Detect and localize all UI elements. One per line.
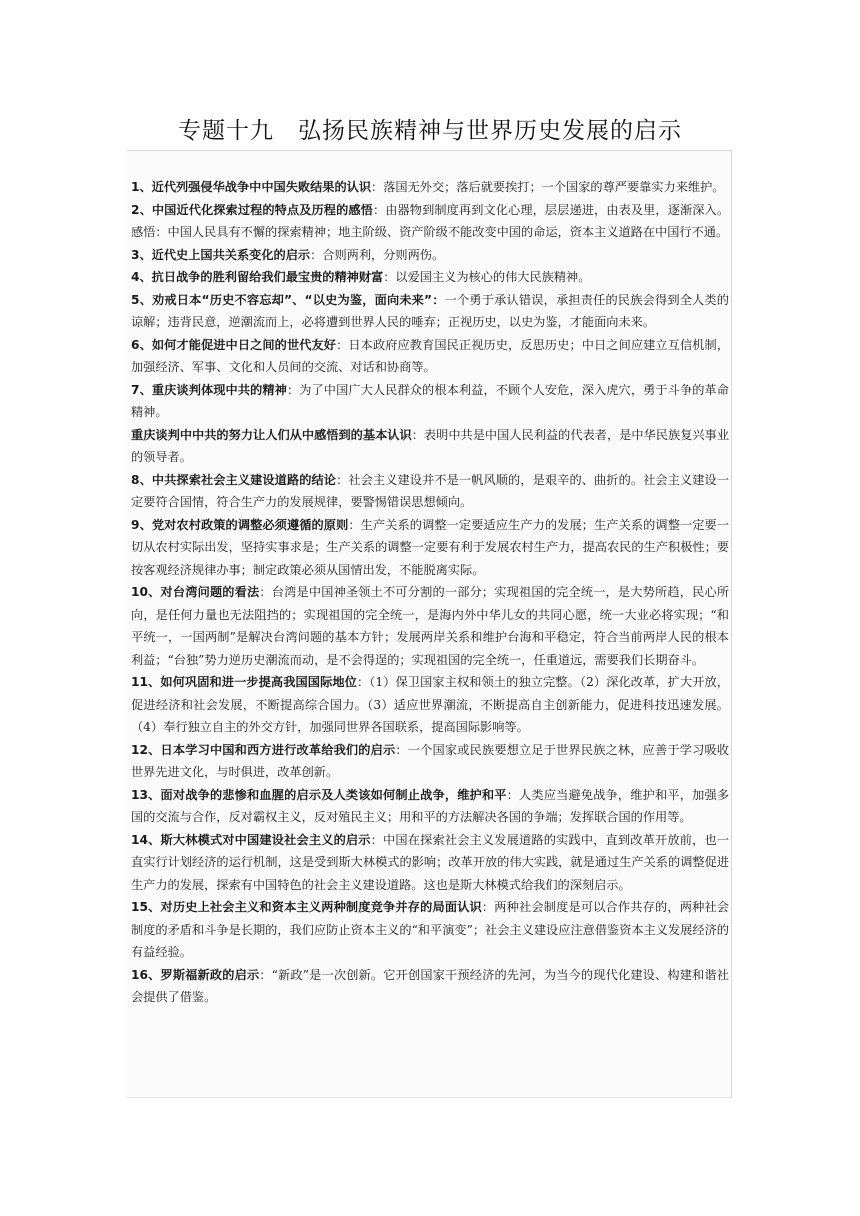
list-item [131, 739, 729, 784]
item-text: ：中国在探索社会主义发展道路的实践中，直到改革开放前，也一直实行计划经济的运行机制，这是受到斯大林模式的影响；改革开放的伟大实践，就是通过生产关系的调整促进生产力的发展，探索有中国特色的社会主义建设道路。这也是斯大林模式给我们的深刻启示。 [131, 832, 730, 892]
item-text: ：以爱国主义为核心的伟大民族精神。 [383, 270, 591, 284]
item-heading: 6、如何才能促进中日之间的世代友好 [131, 337, 337, 352]
item-heading: 11、如何巩固和进一步提高我国国际地位 [131, 675, 357, 689]
content-body [131, 176, 729, 1009]
list-item [131, 581, 729, 671]
item-text: ：落国无外交；落后就要挨打；一个国家的尊严要靠实力来维护。 [371, 180, 725, 194]
item-text: ：人类应当避免战争，维护和平，加强多国的交流与合作，反对霸权主义，反对殖民主义；用和平的方法解决各国的争端；发挥联合国的作用等。 [131, 787, 730, 824]
page-title: 专题十九 弘扬民族精神与世界历史发展的启示 [178, 118, 682, 144]
list-item [131, 514, 729, 582]
item-text: ：台湾是中国神圣领土不可分割的一部分；实现祖国的完全统一，是大势所趋，民心所向，是任何力量也无法阻挡的；实现祖国的完全统一，是海内外中华儿女的共同心愿，统一大业必将实现；“和平统一，一国两制”是解决台湾问题的基本方针；发展两岸关系和维护台海和平稳定，符合当前两岸人民的根本利益；“台独”势力逆历史潮流而动，是不会得逞的；实现祖国的完全统一，任重道远，需要我们长期奋斗。 [131, 585, 730, 667]
item-text: ：表明中共是中国人民利益的代表者，是中华民族复兴事业的领导者。 [131, 427, 730, 464]
item-heading: 12、日本学习中国和西方进行改革给我们的启示 [131, 742, 396, 757]
list-item [131, 379, 729, 424]
list-item [131, 964, 729, 1009]
item-heading: 15、对历史上社会主义和资本主义两种制度竞争并存的局面认识 [131, 900, 482, 914]
item-heading: 9、党对农村政策的调整必须遵循的原则 [131, 517, 349, 532]
item-heading: 5、劝戒日本“历史不容忘却”、“以史为鉴，面向未来”： [131, 292, 445, 307]
item-text: ：日本政府应教育国民正视历史，反思历史；中日之间应建立互信机制，加强经济、军事、文化和人员间的交流、对话和协商等。 [131, 337, 730, 374]
list-item [131, 289, 729, 334]
item-text: ：合则两利，分则两伤。 [310, 247, 445, 262]
item-text: 一个勇于承认错误，承担责任的民族会得到全人类的谅解；违背民意，逆潮流而上，必将遭到世界人民的唾弃；正视历史，以史为鉴，才能面向未来。 [131, 292, 729, 329]
item-heading: 3、近代史上国共关系变化的启示 [131, 247, 311, 262]
item-text: ：为了中国广大人民群众的根本利益，不顾个人安危，深入虎穴，勇于斗争的革命精神。 [131, 382, 729, 419]
list-item [131, 896, 729, 964]
item-heading: 16、罗斯福新政的启示 [131, 967, 260, 982]
item-heading: 8、中共探索社会主义建设道路的结论 [131, 472, 337, 487]
item-heading: 14、斯大林模式对中国建设社会主义的启示 [131, 832, 371, 847]
item-text: ：两种社会制度是可以合作共存的，两种社会制度的矛盾和斗争是长期的，我们应防止资本主义的“和平演变”；社会主义建设应注意借鉴资本主义发展经济的有益经验。 [131, 900, 729, 959]
item-text: ：生产关系的调整一定要适应生产力的发展；生产关系的调整一定要一切从农村实际出发，坚持实事求是；生产关系的调整一定要有利于发展农村生产力，提高农民的生产积极性；要按客观经济规律办事；制定政策必须从国情出发，不能脱离实际。 [131, 517, 730, 577]
item-heading: 10、对台湾问题的看法 [131, 585, 260, 599]
list-item [131, 199, 729, 244]
list-item [131, 784, 729, 829]
item-text: ：由器物到制度再到文化心理，层层递进，由表及里，逐渐深入。感悟：中国人民具有不懈的探索精神；地主阶级、资产阶级不能改变中国的命运，资本主义道路在中国行不通。 [131, 202, 730, 239]
item-heading: 7、重庆谈判体现中共的精神 [131, 382, 287, 397]
item-heading: 13、面对战争的悲惨和血腥的启示及人类该如何制止战争，维护和平 [131, 787, 507, 802]
item-text: ：“新政”是一次创新。它开创国家干预经济的先河，为当今的现代化建设、构建和谐社会提供了借鉴。 [131, 967, 729, 1004]
list-item [131, 176, 729, 199]
list-item [131, 469, 729, 514]
list-item [131, 334, 729, 379]
item-text: ：一个国家或民族要想立足于世界民族之林，应善于学习吸收世界先进文化，与时俱进，改革创新。 [131, 742, 729, 779]
list-item [131, 266, 729, 289]
list-item [131, 671, 729, 739]
list-item [131, 829, 729, 897]
list-item [131, 244, 729, 267]
item-heading: 2、中国近代化探索过程的特点及历程的感悟 [131, 202, 373, 217]
item-text: ：（1）保卫国家主权和领土的独立完整。（2）深化改革，扩大开放，促进经济和社会发展，不断提高综合国力。（3）适应世界潮流，不断提高自主创新能力，促进科技迅速发展。（4）奉行独立自主的外交方针，加强同世界各国联系，提高国际影响等。 [131, 675, 729, 734]
item-text: ：社会主义建设并不是一帆风顺的，是艰辛的、曲折的。社会主义建设一定要符合国情，符合生产力的发展规律，要警惕错误思想倾向。 [131, 472, 730, 509]
item-heading: 重庆谈判中中共的努力让人们从中感悟到的基本认识 [131, 427, 412, 442]
item-heading: 4、抗日战争的胜利留给我们最宝贵的精神财富 [131, 270, 384, 284]
list-item [131, 424, 729, 469]
item-heading: 1、近代列强侵华战争中中国失败结果的认识 [131, 180, 372, 194]
